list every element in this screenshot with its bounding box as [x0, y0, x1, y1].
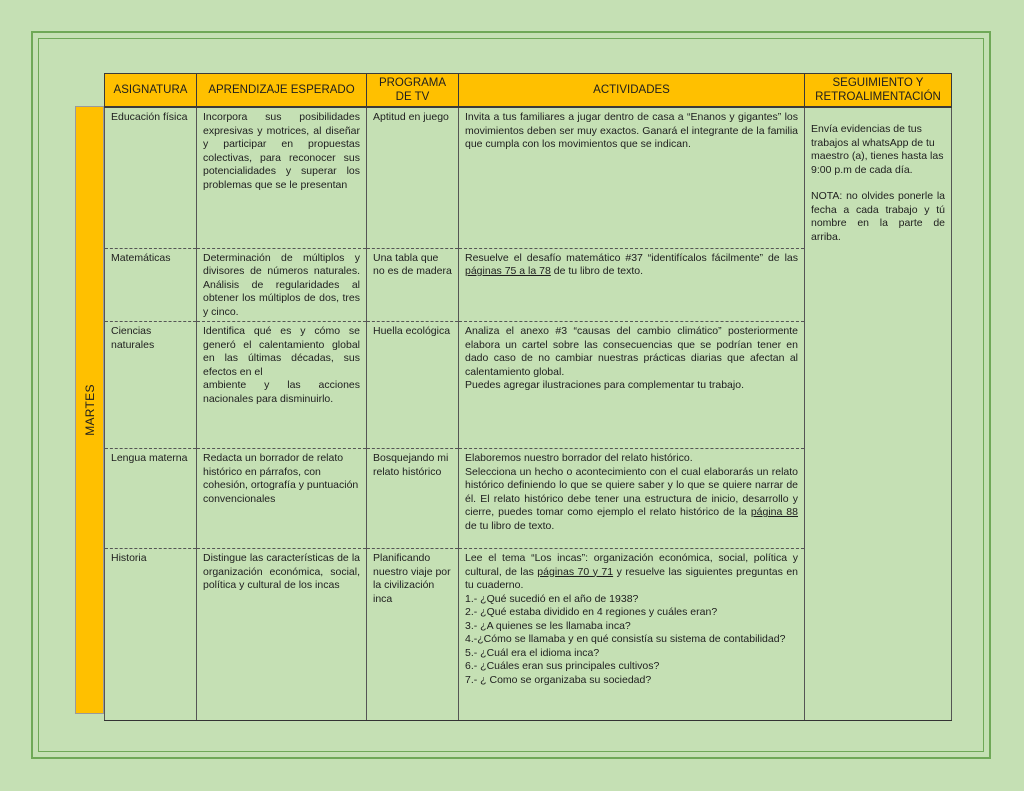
- learning-cell: Redacta un borrador de relato histórico en párrafos, con cohesión, ortografía y puntuación convencionales: [197, 449, 367, 549]
- pages-reference: páginas 70 y 71: [537, 565, 614, 578]
- tv-program-cell: Aptitud en juego: [367, 107, 459, 248]
- tv-program-cell: Huella ecológica: [367, 322, 459, 449]
- question-item: 3.- ¿A quienes se les llamaba inca?: [465, 619, 631, 632]
- day-column: [75, 106, 104, 714]
- tv-program-cell: Una tabla que no es de madera: [367, 248, 459, 322]
- table-row-educacion-fisica: [105, 107, 952, 248]
- activities-cell: [459, 248, 805, 322]
- activity-text: Lee el tema “Los incas”: organización económica, social, política y cultural, de las: [465, 552, 798, 578]
- header-actividades: ACTIVIDADES: [459, 74, 805, 108]
- activities-cell: [459, 449, 805, 549]
- header-aprendizaje: APRENDIZAJE ESPERADO: [197, 74, 367, 108]
- learning-cell: Incorpora sus posibilidades expresivas y motrices, al diseñar y participar en propuestas colectivas, para reconocer sus potencialidades y superar los problemas que se le presentan: [197, 107, 367, 248]
- activity-text-2: Puedes agregar ilustraciones para complementar tu trabajo.: [465, 379, 744, 391]
- activity-text-1: Elaboremos nuestro borrador del relato histórico.: [465, 452, 693, 464]
- header-seguimiento-line1: SEGUIMIENTO Y: [832, 77, 924, 89]
- day-label: MARTES: [82, 384, 97, 436]
- activities-cell: Invita a tus familiares a jugar dentro de casa a “Enanos y gigantes” los movimientos deben ser muy exactos. Ganará el integrante de la familia que cumpla con los movimientos que se indican.: [459, 107, 805, 248]
- tv-program-cell: Planificando nuestro viaje por la civilización inca: [367, 549, 459, 721]
- activity-text-end: de tu libro de texto.: [465, 519, 555, 532]
- activity-text: Resuelve el desafío matemático #37 “identifícalos fácilmente” de las: [465, 251, 798, 264]
- pages-reference: páginas 75 a la 78: [465, 265, 551, 277]
- question-item: 2.- ¿Qué estaba dividido en 4 regiones y cuáles eran?: [465, 606, 718, 618]
- follow-up-instructions: Envía evidencias de tus trabajos al whatsApp de tu maestro (a), tienes hasta las 9:00 p.m de cada día.: [811, 123, 944, 176]
- header-programa: [367, 74, 459, 108]
- lesson-plan-table: [104, 73, 952, 721]
- header-seguimiento-line2: RETROALIMENTACIÓN: [815, 91, 941, 103]
- header-row: [105, 74, 952, 108]
- subject-cell: Historia: [105, 549, 197, 721]
- page-reference: página 88: [750, 506, 798, 518]
- learning-cell: Distingue las características de la organización económica, social, política y cultural de los incas: [197, 549, 367, 721]
- learning-text-1: Identifica qué es y cómo se generó el calentamiento global en las últimas décadas, sus efectos en el: [203, 325, 360, 378]
- activity-text-1: Analiza el anexo #3 “causas del cambio climático” posteriormente elabora un cartel sobre las consecuencias que se podrían tener en dado caso de no cambiar nuestras prácticas diarias que afectan al calentamiento global.: [465, 325, 798, 378]
- question-list: [465, 593, 798, 688]
- question-item: 1.- ¿Qué sucedió en el año de 1938?: [465, 592, 639, 605]
- activity-text-end: de tu libro de texto.: [550, 265, 644, 277]
- activities-cell: [459, 322, 805, 449]
- activities-cell: [459, 549, 805, 721]
- learning-text-2: ambiente y las acciones nacionales para disminuirlo.: [203, 379, 360, 405]
- question-item: 4.-¿Cómo se llamaba y en qué consistía su sistema de contabilidad?: [465, 633, 786, 645]
- subject-cell: Ciencias naturales: [105, 322, 197, 449]
- question-item: 6.- ¿Cuáles eran sus principales cultivos?: [465, 660, 660, 672]
- subject-cell: Educación física: [105, 107, 197, 248]
- subject-cell: Lengua materna: [105, 449, 197, 549]
- follow-up-cell: [805, 107, 952, 721]
- activity-text-end: y resuelve las siguientes preguntas en tu cuaderno.: [465, 565, 798, 591]
- tv-program-cell: Bosquejando mi relato histórico: [367, 449, 459, 549]
- activity-text-2: Selecciona un hecho o acontecimiento con el cual elaborarás un relato histórico definiendo lo que se quiere saber y lo que se quiere narrar de él. El relato histórico debe tener una estructura de inicio, desarrollo y cierre, puedes tomar como ejemplo el relato histórico de la: [465, 465, 798, 518]
- learning-cell: Determinación de múltiplos y divisores de números naturales. Análisis de regularidades al obtener los múltiplos de dos, tres y cinco.: [197, 248, 367, 322]
- header-programa-line1: PROGRAMA: [378, 77, 447, 89]
- header-programa-line2: DE TV: [395, 91, 430, 103]
- header-seguimiento: [805, 74, 952, 108]
- question-item: 7.- ¿ Como se organizaba su sociedad?: [465, 673, 652, 686]
- follow-up-note: NOTA: no olvides ponerle la fecha a cada trabajo y tú nombre en la parte de arriba.: [811, 190, 945, 243]
- subject-cell: Matemáticas: [105, 248, 197, 322]
- learning-cell: [197, 322, 367, 449]
- header-asignatura: ASIGNATURA: [105, 74, 197, 108]
- question-item: 5.- ¿Cuál era el idioma inca?: [465, 646, 600, 659]
